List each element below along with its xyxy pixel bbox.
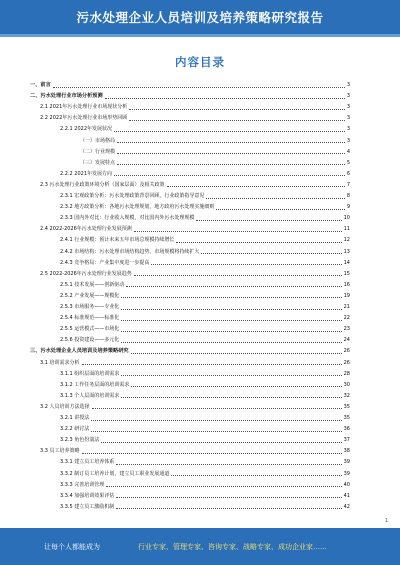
toc-entry[interactable] [60, 126, 350, 133]
toc-entry[interactable] [80, 138, 350, 145]
toc-leader-dots [129, 109, 345, 110]
toc-heading: 内容目录 [175, 55, 225, 69]
toc-leader-dots [114, 131, 345, 132]
toc-entry-label: 2.5.3 市场服务——专业化 [60, 304, 120, 310]
toc-leader-dots [196, 220, 341, 221]
toc-entry[interactable] [40, 271, 350, 278]
toc-entry[interactable] [80, 149, 350, 156]
toc-entry[interactable] [40, 104, 350, 111]
toc-entry-label: 3.2.2 研讨法 [60, 426, 90, 433]
toc-leader-dots [131, 353, 342, 354]
toc-entry-label: 2.4 2022-2026年污水处理行业发展预测 [40, 226, 132, 233]
toc-entry-page: 15 [343, 270, 350, 277]
toc-leader-dots [126, 286, 341, 287]
toc-entry-page: 8 [346, 193, 350, 199]
toc-entry-page: 9 [346, 204, 350, 211]
toc-entry-page: 28 [343, 370, 350, 377]
toc-entry-page: 11 [343, 226, 350, 233]
toc-entry-label: 3.2.3 角色扮演法 [60, 437, 100, 444]
toc-entry[interactable] [60, 249, 350, 256]
toc-entry[interactable] [60, 237, 350, 244]
table-of-contents [0, 82, 400, 514]
toc-entry-page: 3 [346, 82, 350, 88]
toc-entry[interactable] [60, 282, 350, 289]
toc-leader-dots [121, 331, 341, 332]
toc-entry[interactable] [60, 482, 350, 489]
toc-entry-label: （三）发展特点 [80, 159, 116, 166]
toc-entry[interactable] [40, 182, 350, 189]
toc-leader-dots [121, 297, 341, 298]
toc-entry-label: 3.1 培训需求分析 [40, 359, 80, 366]
toc-entry-label: 3.3.3 完善培训管理 [60, 481, 105, 488]
toc-entry-page: 12 [343, 237, 350, 244]
toc-entry[interactable] [40, 226, 350, 233]
footer-slogan-right: 行业专家、管理专家、咨询专家、战略专家、成功企业家…… [138, 543, 327, 551]
toc-entry-page: 32 [343, 392, 350, 399]
toc-entry-page: 26 [343, 348, 350, 355]
toc-leader-dots [106, 486, 341, 487]
toc-entry-label: 2.5.6 投资建设——多元化 [60, 337, 120, 344]
toc-entry[interactable] [60, 504, 350, 511]
toc-entry-label: 二、污水处理行业市场分析预测 [30, 93, 103, 100]
toc-entry-label: 2.3.2 地方政策分析：各地污水处理规划，地方政府污水处理实施细则 [60, 204, 215, 211]
toc-entry[interactable] [40, 448, 350, 455]
toc-entry-page: 3 [346, 93, 350, 100]
toc-leader-dots [117, 142, 345, 143]
toc-entry-label: 3.1.1 组织层面的培训需求 [60, 370, 120, 377]
toc-leader-dots [134, 275, 342, 276]
toc-entry-label: 2.5.5 运营模式——市场化 [60, 326, 120, 333]
toc-entry-label: 2.4.1 行业规模：预计未来五年市场总规模持续增长 [60, 237, 175, 244]
toc-entry[interactable] [60, 337, 350, 344]
toc-entry[interactable] [60, 260, 350, 267]
toc-leader-dots [129, 120, 345, 121]
toc-entry[interactable] [40, 115, 350, 122]
toc-entry-label: 3.1.2 工作任务层面的培训需求 [60, 381, 130, 388]
toc-leader-dots [117, 153, 345, 154]
toc-entry[interactable] [60, 437, 350, 444]
toc-leader-dots [82, 453, 342, 454]
toc-entry-page: 6 [346, 170, 350, 177]
toc-entry-label: 2.3.3 国内外对比：行业收入规模，对比国内外污水处理规模 [60, 215, 195, 222]
toc-entry-page: 21 [343, 304, 350, 310]
toc-leader-dots [206, 198, 344, 199]
toc-leader-dots [91, 431, 341, 432]
toc-entry-label: 2.1 2021年污水处理行业市场现状分析 [40, 104, 128, 111]
toc-entry-page: 35 [343, 415, 350, 421]
toc-entry-page: 40 [343, 481, 350, 488]
toc-entry-label: 3.3.2 制订员工培养计划，建立员工职业发展通道 [60, 470, 170, 477]
toc-entry-page: 10 [343, 215, 350, 222]
toc-entry-label: 2.2.2 2021年发展方向 [60, 170, 113, 177]
toc-leader-dots [171, 475, 341, 476]
toc-entry[interactable] [60, 493, 350, 500]
toc-entry-page: 36 [343, 426, 350, 433]
toc-leader-dots [121, 375, 341, 376]
toc-entry[interactable] [40, 404, 350, 411]
toc-entry-label: 3.3.5 建立员工激励机制 [60, 503, 115, 510]
toc-leader-dots [121, 342, 341, 343]
toc-entry-label: 2.3 污水处理行业政策环境分析（国家层面）及相关政策 [40, 181, 165, 188]
report-title: 污水处理企业人员培训及培养策略研究报告 [76, 10, 324, 25]
toc-entry-label: 2.2 2022年污水处理行业市场形势回顾 [40, 115, 128, 122]
toc-entry-label: 2.2.1 2022年发展状况 [60, 126, 113, 133]
toc-entry[interactable] [40, 360, 350, 367]
toc-leader-dots [116, 497, 341, 498]
toc-entry[interactable] [60, 215, 350, 222]
toc-entry[interactable] [60, 393, 350, 400]
toc-leader-dots [121, 397, 341, 398]
toc-entry-label: 2.5 2022-2026年污水处理行业发展趋势 [40, 270, 132, 277]
toc-entry-page: 35 [343, 403, 350, 410]
toc-entry-page: 14 [343, 259, 350, 266]
toc-entry[interactable] [60, 204, 350, 211]
toc-entry[interactable] [30, 348, 350, 355]
toc-entry-label: 3.2 人员培训方法选择 [40, 403, 90, 410]
toc-entry[interactable] [30, 93, 350, 100]
toc-entry-page: 3 [346, 104, 350, 111]
toc-entry-page: 5 [346, 159, 350, 166]
toc-entry-page: 24 [343, 337, 350, 344]
toc-entry[interactable] [60, 459, 350, 466]
toc-leader-dots [82, 364, 342, 365]
toc-entry-label: 2.5.2 产业发展——规模化 [60, 292, 120, 299]
toc-entry-page: 3 [346, 115, 350, 122]
toc-entry-label: 3.2.1 讲授法 [60, 415, 90, 421]
toc-entry-label: 3.3 员工培养策略 [40, 448, 80, 455]
toc-leader-dots [151, 264, 341, 265]
toc-leader-dots [116, 464, 341, 465]
toc-entry-label: 2.5.1 技术发展——创新驱动 [60, 281, 125, 288]
toc-entry-label: 2.4.3 竞争格局：产业集中度进一步提高 [60, 259, 150, 266]
toc-entry[interactable] [30, 82, 350, 89]
toc-entry-page: 39 [343, 470, 350, 477]
toc-entry-label: （一）市场格局 [80, 137, 116, 144]
toc-leader-dots [114, 175, 345, 176]
toc-leader-dots [101, 442, 341, 443]
toc-entry-label: 2.3.1 宏观政策分析：污水处理政策背景回顾，行业政策指导意见 [60, 193, 205, 199]
toc-leader-dots [134, 231, 342, 232]
footer-slogan-left: 让每个人都能成为 [44, 543, 100, 551]
toc-entry[interactable] [60, 293, 350, 300]
toc-entry[interactable] [60, 193, 350, 200]
toc-entry-page: 16 [343, 281, 350, 288]
toc-entry-page: 19 [343, 292, 350, 299]
toc-entry[interactable] [60, 415, 350, 422]
toc-entry-label: 2.5.4 标准规范——标准化 [60, 315, 120, 322]
toc-entry-label: （二）行业规模 [80, 148, 116, 155]
toc-entry[interactable] [60, 315, 350, 322]
toc-entry-page: 38 [343, 448, 350, 455]
toc-entry-page: 3 [346, 137, 350, 144]
toc-entry-page: 23 [343, 326, 350, 333]
toc-entry[interactable] [60, 471, 350, 478]
toc-entry-page: 3 [346, 126, 350, 133]
toc-entry-page: 39 [343, 459, 350, 466]
toc-entry[interactable] [60, 326, 350, 333]
toc-entry[interactable] [60, 304, 350, 311]
page-number: 1 [384, 518, 388, 524]
footer-banner [0, 528, 400, 565]
toc-leader-dots [105, 98, 345, 99]
toc-leader-dots [121, 320, 341, 321]
toc-entry-page: 13 [343, 248, 350, 255]
toc-entry-page: 30 [343, 381, 350, 388]
toc-leader-dots [91, 420, 341, 421]
toc-entry-label: 三、污水处理企业人员培训及培养策略研究 [30, 348, 129, 355]
toc-entry[interactable] [60, 171, 350, 178]
toc-entry-page: 42 [343, 503, 350, 510]
toc-entry-label: 2.4.2 市场结构：污水处理市场结构趋势，市场规模将持续扩大 [60, 248, 200, 255]
toc-leader-dots [121, 309, 341, 310]
toc-entry-page: 22 [343, 315, 350, 322]
toc-entry[interactable] [80, 160, 350, 167]
toc-entry[interactable] [60, 382, 350, 389]
toc-leader-dots [92, 408, 342, 409]
toc-leader-dots [131, 386, 341, 387]
toc-entry[interactable] [60, 371, 350, 378]
toc-entry-label: 一、前言 [30, 82, 51, 88]
toc-entry-page: 7 [346, 181, 350, 188]
toc-leader-dots [216, 209, 344, 210]
toc-leader-dots [53, 87, 345, 88]
toc-entry-label: 3.3.1 建立员工培养体系 [60, 459, 115, 466]
toc-leader-dots [167, 186, 345, 187]
toc-entry-label: 3.3.4 加强培训效果评估 [60, 492, 115, 499]
toc-entry-label: 3.1.3 个人层面的培训需求 [60, 392, 120, 399]
toc-leader-dots [117, 164, 345, 165]
toc-leader-dots [116, 508, 341, 509]
toc-entry-page: 37 [343, 437, 350, 444]
toc-entry-page: 41 [343, 492, 350, 499]
toc-entry-page: 26 [343, 359, 350, 366]
toc-leader-dots [176, 242, 341, 243]
header-stripe [0, 34, 400, 37]
toc-entry[interactable] [60, 426, 350, 433]
toc-entry-page: 4 [346, 148, 350, 155]
toc-leader-dots [201, 253, 341, 254]
